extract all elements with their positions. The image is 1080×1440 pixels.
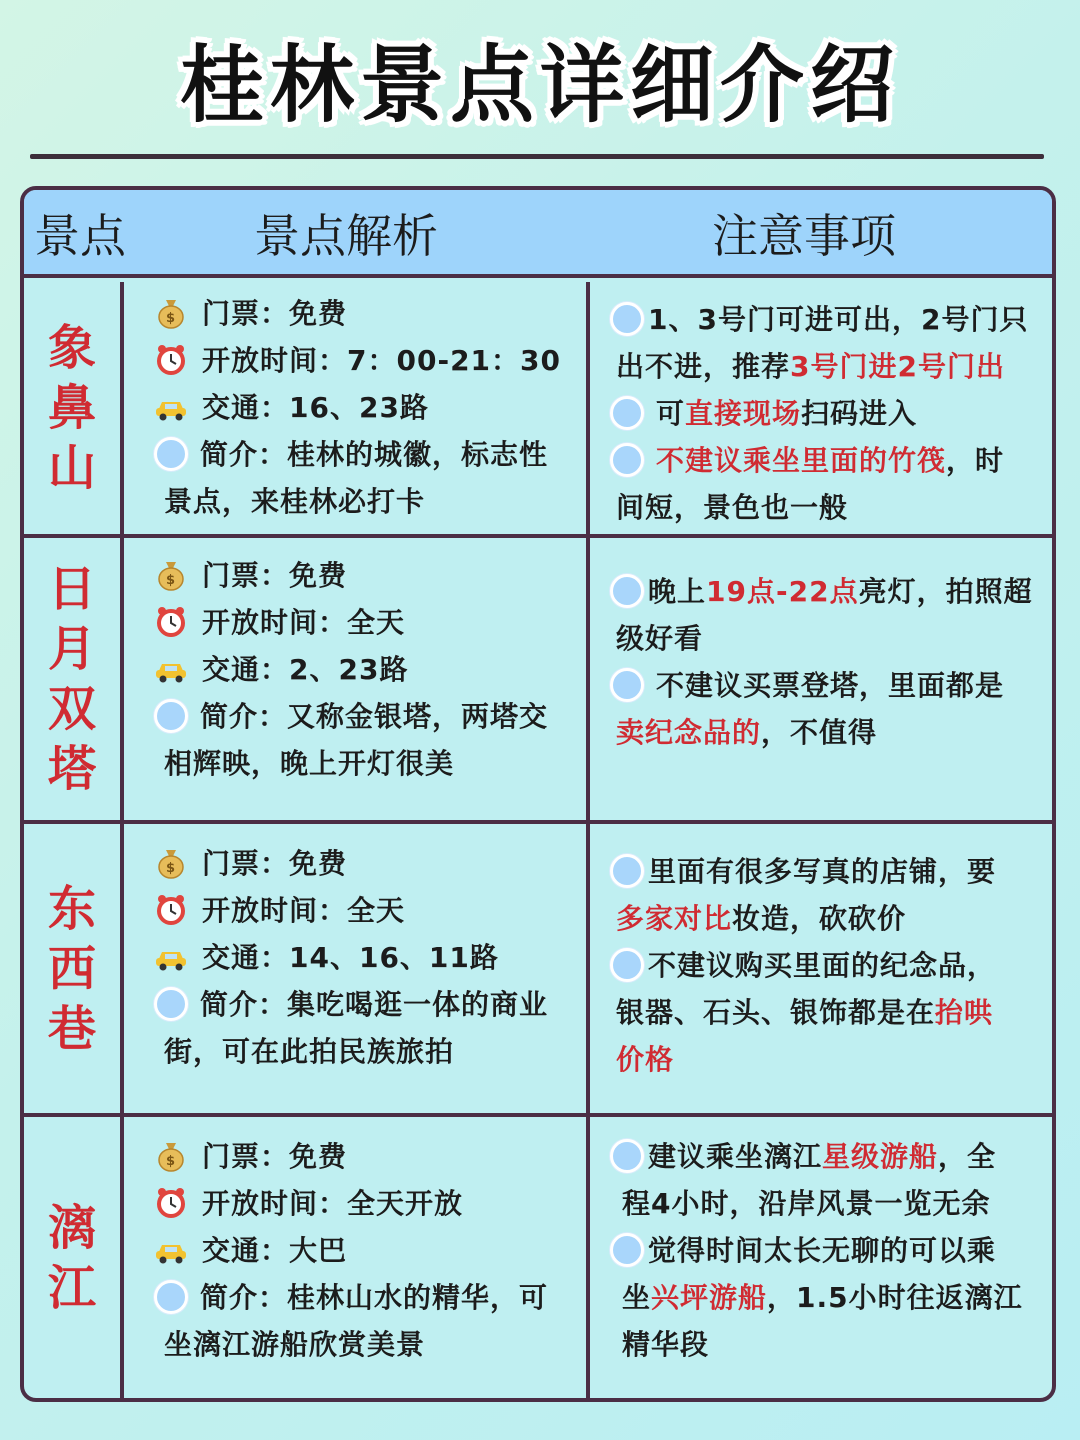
notes-cell bbox=[594, 538, 1052, 820]
bullet-icon bbox=[610, 396, 644, 430]
intro-line-cont: 相辉映，晚上开灯很美 bbox=[164, 747, 455, 780]
analysis-cell bbox=[128, 824, 590, 1113]
hours-line bbox=[154, 603, 405, 643]
alarm-clock-icon bbox=[154, 892, 188, 926]
hours-text: 开放时间：全天 bbox=[202, 894, 406, 927]
note-highlight: 卖纪念品的 bbox=[616, 716, 762, 749]
header-notes: 注意事项 bbox=[712, 209, 896, 263]
note-text: ，全 bbox=[938, 1140, 997, 1173]
bullet-icon bbox=[154, 699, 188, 733]
table-row bbox=[24, 1113, 1052, 1398]
note-line-cont: 间短，景色也一般 bbox=[616, 491, 849, 524]
name-char: 山 bbox=[47, 440, 96, 496]
note-highlight: 不建议乘坐里面的竹筏 bbox=[656, 444, 947, 477]
money-bag-icon bbox=[154, 845, 188, 879]
transport-text: 交通：大巴 bbox=[202, 1234, 348, 1267]
car-icon bbox=[154, 651, 188, 685]
svg-text:$: $ bbox=[165, 861, 177, 876]
hours-line bbox=[154, 891, 405, 931]
attraction-name bbox=[24, 1117, 124, 1398]
table-row bbox=[24, 534, 1052, 820]
table-row bbox=[24, 820, 1052, 1113]
note-line bbox=[610, 852, 996, 892]
bullet-icon bbox=[610, 948, 644, 982]
transport-text: 交通：2、23路 bbox=[202, 653, 409, 686]
note-line bbox=[610, 572, 1033, 612]
name-char: 巷 bbox=[47, 1000, 96, 1057]
note-text: 1、3号门可进可出，2号门只 bbox=[648, 303, 1029, 336]
note-text: ，时 bbox=[946, 444, 1005, 477]
note-highlight: 3号门进2号门出 bbox=[790, 350, 1005, 383]
attraction-name bbox=[24, 538, 124, 820]
note-line-cont bbox=[616, 899, 906, 939]
note-line bbox=[610, 441, 1004, 481]
note-line-cont bbox=[616, 347, 1005, 387]
intro-line bbox=[154, 985, 548, 1025]
note-text: 不建议买票登塔，里面都是 bbox=[656, 669, 1005, 702]
bullet-icon bbox=[610, 574, 644, 608]
note-text: 亮灯，拍照超 bbox=[858, 575, 1033, 608]
ticket-text: 门票：免费 bbox=[202, 297, 348, 330]
attraction-name bbox=[24, 282, 124, 534]
note-line bbox=[610, 1137, 996, 1177]
car-icon bbox=[154, 1232, 188, 1266]
attraction-name bbox=[24, 824, 124, 1113]
note-highlight: 多家对比 bbox=[616, 902, 733, 935]
money-bag-icon bbox=[154, 295, 188, 329]
bullet-icon bbox=[610, 668, 644, 702]
bullet-icon bbox=[610, 854, 644, 888]
transport-text: 交通：14、16、11路 bbox=[202, 941, 499, 974]
svg-text:$: $ bbox=[165, 573, 177, 588]
note-line bbox=[610, 946, 996, 986]
svg-text:$: $ bbox=[165, 1154, 177, 1169]
intro-text: 简介：桂林山水的精华，可 bbox=[200, 1281, 549, 1314]
name-char: 东 bbox=[47, 880, 96, 937]
transport-line bbox=[154, 650, 408, 690]
car-icon bbox=[154, 939, 188, 973]
intro-text: 简介：集吃喝逛一体的商业 bbox=[200, 988, 549, 1021]
analysis-cell bbox=[128, 282, 590, 534]
bullet-icon bbox=[610, 443, 644, 477]
alarm-clock-icon bbox=[154, 342, 188, 376]
hours-line bbox=[154, 341, 561, 381]
note-text: 妆造，砍砍价 bbox=[732, 902, 907, 935]
alarm-clock-icon bbox=[154, 604, 188, 638]
intro-text: 简介：桂林的城徽，标志性 bbox=[200, 438, 549, 471]
notes-cell bbox=[594, 1117, 1052, 1398]
intro-text: 简介：又称金银塔，两塔交 bbox=[200, 700, 549, 733]
note-text: ，不值得 bbox=[761, 716, 878, 749]
bullet-icon bbox=[610, 1233, 644, 1267]
bullet-icon bbox=[610, 302, 644, 336]
intro-line bbox=[154, 1278, 548, 1318]
note-line-cont: 程4小时，沿岸风景一览无余 bbox=[622, 1187, 991, 1220]
attractions-table bbox=[20, 186, 1056, 1402]
ticket-text: 门票：免费 bbox=[202, 1140, 348, 1173]
page-title: 桂林景点详细介绍 bbox=[179, 36, 900, 134]
note-highlight: 19点-22点 bbox=[706, 575, 859, 608]
notes-cell bbox=[594, 282, 1052, 534]
name-char: 鼻 bbox=[47, 380, 96, 436]
note-highlight: 直接现场 bbox=[685, 397, 802, 430]
bullet-icon bbox=[154, 1280, 188, 1314]
note-text: 晚上 bbox=[648, 575, 707, 608]
note-text: 出不进，推荐 bbox=[616, 350, 791, 383]
note-line-cont bbox=[616, 993, 993, 1033]
note-highlight: 价格 bbox=[616, 1043, 675, 1076]
intro-line bbox=[154, 697, 548, 737]
note-text: 可 bbox=[656, 397, 686, 430]
note-line bbox=[610, 394, 917, 434]
note-highlight: 星级游船 bbox=[822, 1140, 939, 1173]
transport-text: 交通：16、23路 bbox=[202, 391, 429, 424]
name-char: 月 bbox=[47, 621, 96, 677]
transport-line bbox=[154, 388, 429, 428]
hours-text: 开放时间：全天 bbox=[202, 606, 406, 639]
money-bag-icon bbox=[154, 1138, 188, 1172]
note-line-cont bbox=[622, 1278, 1023, 1318]
intro-line-cont: 坐漓江游船欣赏美景 bbox=[164, 1328, 426, 1361]
ticket-line bbox=[154, 844, 347, 884]
alarm-clock-icon bbox=[154, 1185, 188, 1219]
svg-text:$: $ bbox=[165, 311, 177, 326]
header-attraction: 景点 bbox=[34, 209, 126, 263]
note-line bbox=[610, 300, 1028, 340]
ticket-line bbox=[154, 294, 347, 334]
ticket-text: 门票：免费 bbox=[202, 847, 348, 880]
note-highlight: 兴坪游船 bbox=[651, 1281, 768, 1314]
table-row bbox=[24, 282, 1052, 534]
note-line-cont bbox=[616, 713, 877, 753]
note-line bbox=[610, 666, 1004, 706]
note-text: 建议乘坐漓江 bbox=[648, 1140, 823, 1173]
ticket-line bbox=[154, 556, 347, 596]
header-analysis: 景点解析 bbox=[254, 209, 438, 263]
bullet-icon bbox=[154, 437, 188, 471]
table-header bbox=[24, 190, 1052, 278]
note-text: 觉得时间太长无聊的可以乘 bbox=[648, 1234, 997, 1267]
intro-line-cont: 街，可在此拍民族旅拍 bbox=[164, 1035, 455, 1068]
ticket-text: 门票：免费 bbox=[202, 559, 348, 592]
analysis-cell bbox=[128, 538, 590, 820]
note-text: 扫码进入 bbox=[801, 397, 918, 430]
ticket-line bbox=[154, 1137, 347, 1177]
transport-line bbox=[154, 1231, 347, 1271]
name-char: 漓 bbox=[47, 1199, 96, 1256]
analysis-cell bbox=[128, 1117, 590, 1398]
note-text: 不建议购买里面的纪念品， bbox=[648, 949, 997, 982]
note-text: 银器、石头、银饰都是在 bbox=[616, 996, 936, 1029]
name-char: 象 bbox=[47, 320, 96, 376]
hours-line bbox=[154, 1184, 463, 1224]
name-char: 塔 bbox=[47, 741, 96, 797]
money-bag-icon bbox=[154, 557, 188, 591]
intro-line-cont: 景点，来桂林必打卡 bbox=[164, 485, 426, 518]
note-line-cont: 精华段 bbox=[622, 1328, 710, 1361]
note-line bbox=[610, 1231, 996, 1271]
bullet-icon bbox=[610, 1139, 644, 1173]
note-line-cont: 级好看 bbox=[616, 622, 704, 655]
hours-text: 开放时间：7：00-21：30 bbox=[202, 344, 561, 377]
note-highlight: 抬哄 bbox=[935, 996, 994, 1029]
name-char: 双 bbox=[47, 681, 96, 737]
name-char: 日 bbox=[47, 561, 96, 617]
note-text: 坐 bbox=[622, 1281, 652, 1314]
transport-line bbox=[154, 938, 499, 978]
hours-text: 开放时间：全天开放 bbox=[202, 1187, 464, 1220]
intro-line bbox=[154, 435, 548, 475]
note-text: ，1.5小时往返漓江 bbox=[767, 1281, 1023, 1314]
title-divider bbox=[30, 154, 1044, 159]
name-char: 江 bbox=[47, 1259, 96, 1316]
note-text: 里面有很多写真的店铺，要 bbox=[648, 855, 997, 888]
car-icon bbox=[154, 389, 188, 423]
bullet-icon bbox=[154, 987, 188, 1021]
name-char: 西 bbox=[47, 940, 96, 997]
notes-cell bbox=[594, 824, 1052, 1113]
